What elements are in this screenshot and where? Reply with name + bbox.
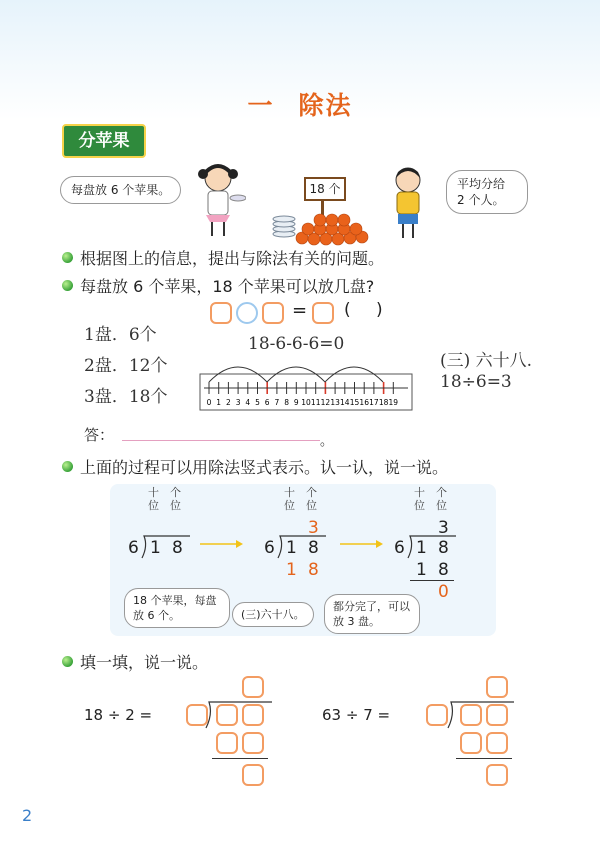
place-label-tens-1: 十 位	[148, 486, 159, 512]
boy-bubble-line-2: 2 个人。	[457, 193, 505, 207]
number-line-label: 5	[255, 398, 260, 407]
exercise-1-expression: 18 ÷ 2 =	[84, 706, 153, 724]
handwriting-plate-1: 1盘．6个	[84, 325, 157, 345]
boy-speech-bubble	[446, 170, 528, 214]
question-1: 根据图上的信息，提出与除法有关的问题。	[80, 249, 385, 268]
number-line-label: 6	[264, 398, 270, 407]
answer-label: 答：	[84, 426, 115, 444]
number-line-label: 1	[216, 398, 222, 407]
step-bubble-3: 都分完了，可以放 3 盘。	[324, 594, 420, 634]
step-bubble-2: (三)六十八。	[232, 602, 314, 627]
remainder-box	[242, 764, 264, 786]
question-3: 上面的过程可以用除法竖式表示。认一认，说一说。	[80, 458, 449, 477]
product-ones-step-3: 8	[438, 560, 449, 580]
dividend-box	[460, 704, 482, 726]
product-box	[216, 732, 238, 754]
equals-sign: =	[292, 300, 308, 321]
result-blank-box	[312, 302, 334, 324]
dividend-box	[242, 704, 264, 726]
number-line-label: 10	[301, 398, 311, 407]
number-line-label: 8	[284, 398, 289, 407]
quotient-box	[486, 676, 508, 698]
handwriting-plate-3: 3盘．18个	[84, 387, 168, 407]
quotient-step-3: 3	[438, 518, 449, 538]
number-line-label: 11	[310, 398, 321, 407]
product-tens-step-2: 1	[286, 560, 297, 580]
number-line-label: 14	[340, 398, 350, 407]
number-line-label: 12	[320, 398, 331, 407]
product-box	[242, 732, 264, 754]
divisor-box	[426, 704, 448, 726]
number-line-label: 13	[330, 398, 340, 407]
remainder-box	[486, 764, 508, 786]
product-box	[460, 732, 482, 754]
question-2: 每盘放 6 个苹果，18 个苹果可以放几盘?	[80, 277, 375, 296]
bullet-icon	[62, 280, 73, 291]
dividend-box	[216, 704, 238, 726]
section-badge: 分苹果	[62, 124, 146, 158]
dividend-ones-step-2: 8	[308, 538, 319, 558]
handwriting-subtraction: 18-6-6-6=0	[248, 334, 345, 354]
place-label-ones-3: 个 位	[436, 486, 447, 512]
answer-period: 。	[320, 434, 334, 449]
quotient-box	[242, 676, 264, 698]
number-line-label: 3	[235, 398, 241, 407]
bullet-icon	[62, 461, 73, 472]
place-label-tens-2: 十 位	[284, 486, 295, 512]
boy-bubble-line-1: 平均分给	[457, 177, 506, 191]
place-label-ones-2: 个 位	[306, 486, 317, 512]
number-line-label: 15	[349, 398, 360, 407]
number-line	[196, 354, 418, 414]
dividend-tens-step-3: 1	[416, 538, 427, 558]
apple-pile-illustration	[292, 210, 372, 246]
remainder-step-3: 0	[438, 582, 449, 602]
chapter-title	[0, 86, 600, 122]
apple-count-sign: 18 个	[304, 177, 346, 201]
page-number: 2	[22, 806, 33, 825]
subtraction-line	[212, 758, 268, 759]
girl-speech-bubble: 每盘放 6 个苹果。	[60, 176, 181, 204]
number-line-label: 0	[206, 398, 212, 407]
dividend-tens-step-2: 1	[286, 538, 297, 558]
equation-blank-box	[262, 302, 284, 324]
answer-line	[122, 440, 320, 441]
step-bubble-1: 18 个苹果，每盘放 6 个。	[124, 588, 230, 628]
dividend-tens-step-1: 1	[150, 538, 161, 558]
chapter-number: 一	[247, 91, 275, 120]
division-bracket-step-1	[140, 534, 192, 560]
dividend-ones-step-3: 8	[438, 538, 449, 558]
boy-illustration	[388, 164, 428, 242]
equation-blank-box	[210, 302, 232, 324]
divisor-step-2: 6	[264, 538, 275, 558]
unit-parentheses: ( )	[344, 300, 383, 320]
number-line-label: 16	[359, 398, 369, 407]
number-line-label: 2	[226, 398, 231, 407]
exercise-2-expression: 63 ÷ 7 =	[322, 706, 391, 724]
division-bracket-step-2	[276, 534, 328, 560]
subtraction-line	[456, 758, 512, 759]
number-line-label: 17	[369, 398, 379, 407]
divisor-step-1: 6	[128, 538, 139, 558]
quotient-step-2: 3	[308, 518, 319, 538]
chapter-name: 除法	[298, 91, 353, 120]
divisor-step-3: 6	[394, 538, 405, 558]
question-4: 填一填，说一说。	[80, 653, 209, 672]
handwriting-plate-2: 2盘．12个	[84, 356, 168, 376]
number-line-label: 4	[245, 398, 251, 407]
place-label-tens-3: 十 位	[414, 486, 425, 512]
product-ones-step-2: 8	[308, 560, 319, 580]
division-bracket-step-3	[406, 534, 458, 560]
operator-blank-circle	[236, 302, 258, 324]
dividend-ones-step-1: 8	[172, 538, 183, 558]
product-box	[486, 732, 508, 754]
place-label-ones-1: 个 位	[170, 486, 181, 512]
subtraction-line	[410, 580, 454, 581]
dividend-box	[486, 704, 508, 726]
handwriting-division: 18÷6=3	[440, 372, 512, 392]
number-line-labels	[207, 398, 399, 407]
plate-stack-illustration	[272, 212, 296, 238]
number-line-label: 18	[378, 398, 389, 407]
product-tens-step-3: 1	[416, 560, 427, 580]
handwriting-chant: (三) 六十八.	[440, 351, 533, 371]
number-line-label: 7	[274, 398, 280, 407]
arrow-icon	[340, 538, 384, 550]
number-line-label: 9	[293, 398, 299, 407]
girl-illustration	[196, 160, 246, 240]
bullet-icon	[62, 252, 73, 263]
arrow-icon	[200, 538, 244, 550]
bullet-icon	[62, 656, 73, 667]
number-line-label: 19	[388, 398, 399, 407]
